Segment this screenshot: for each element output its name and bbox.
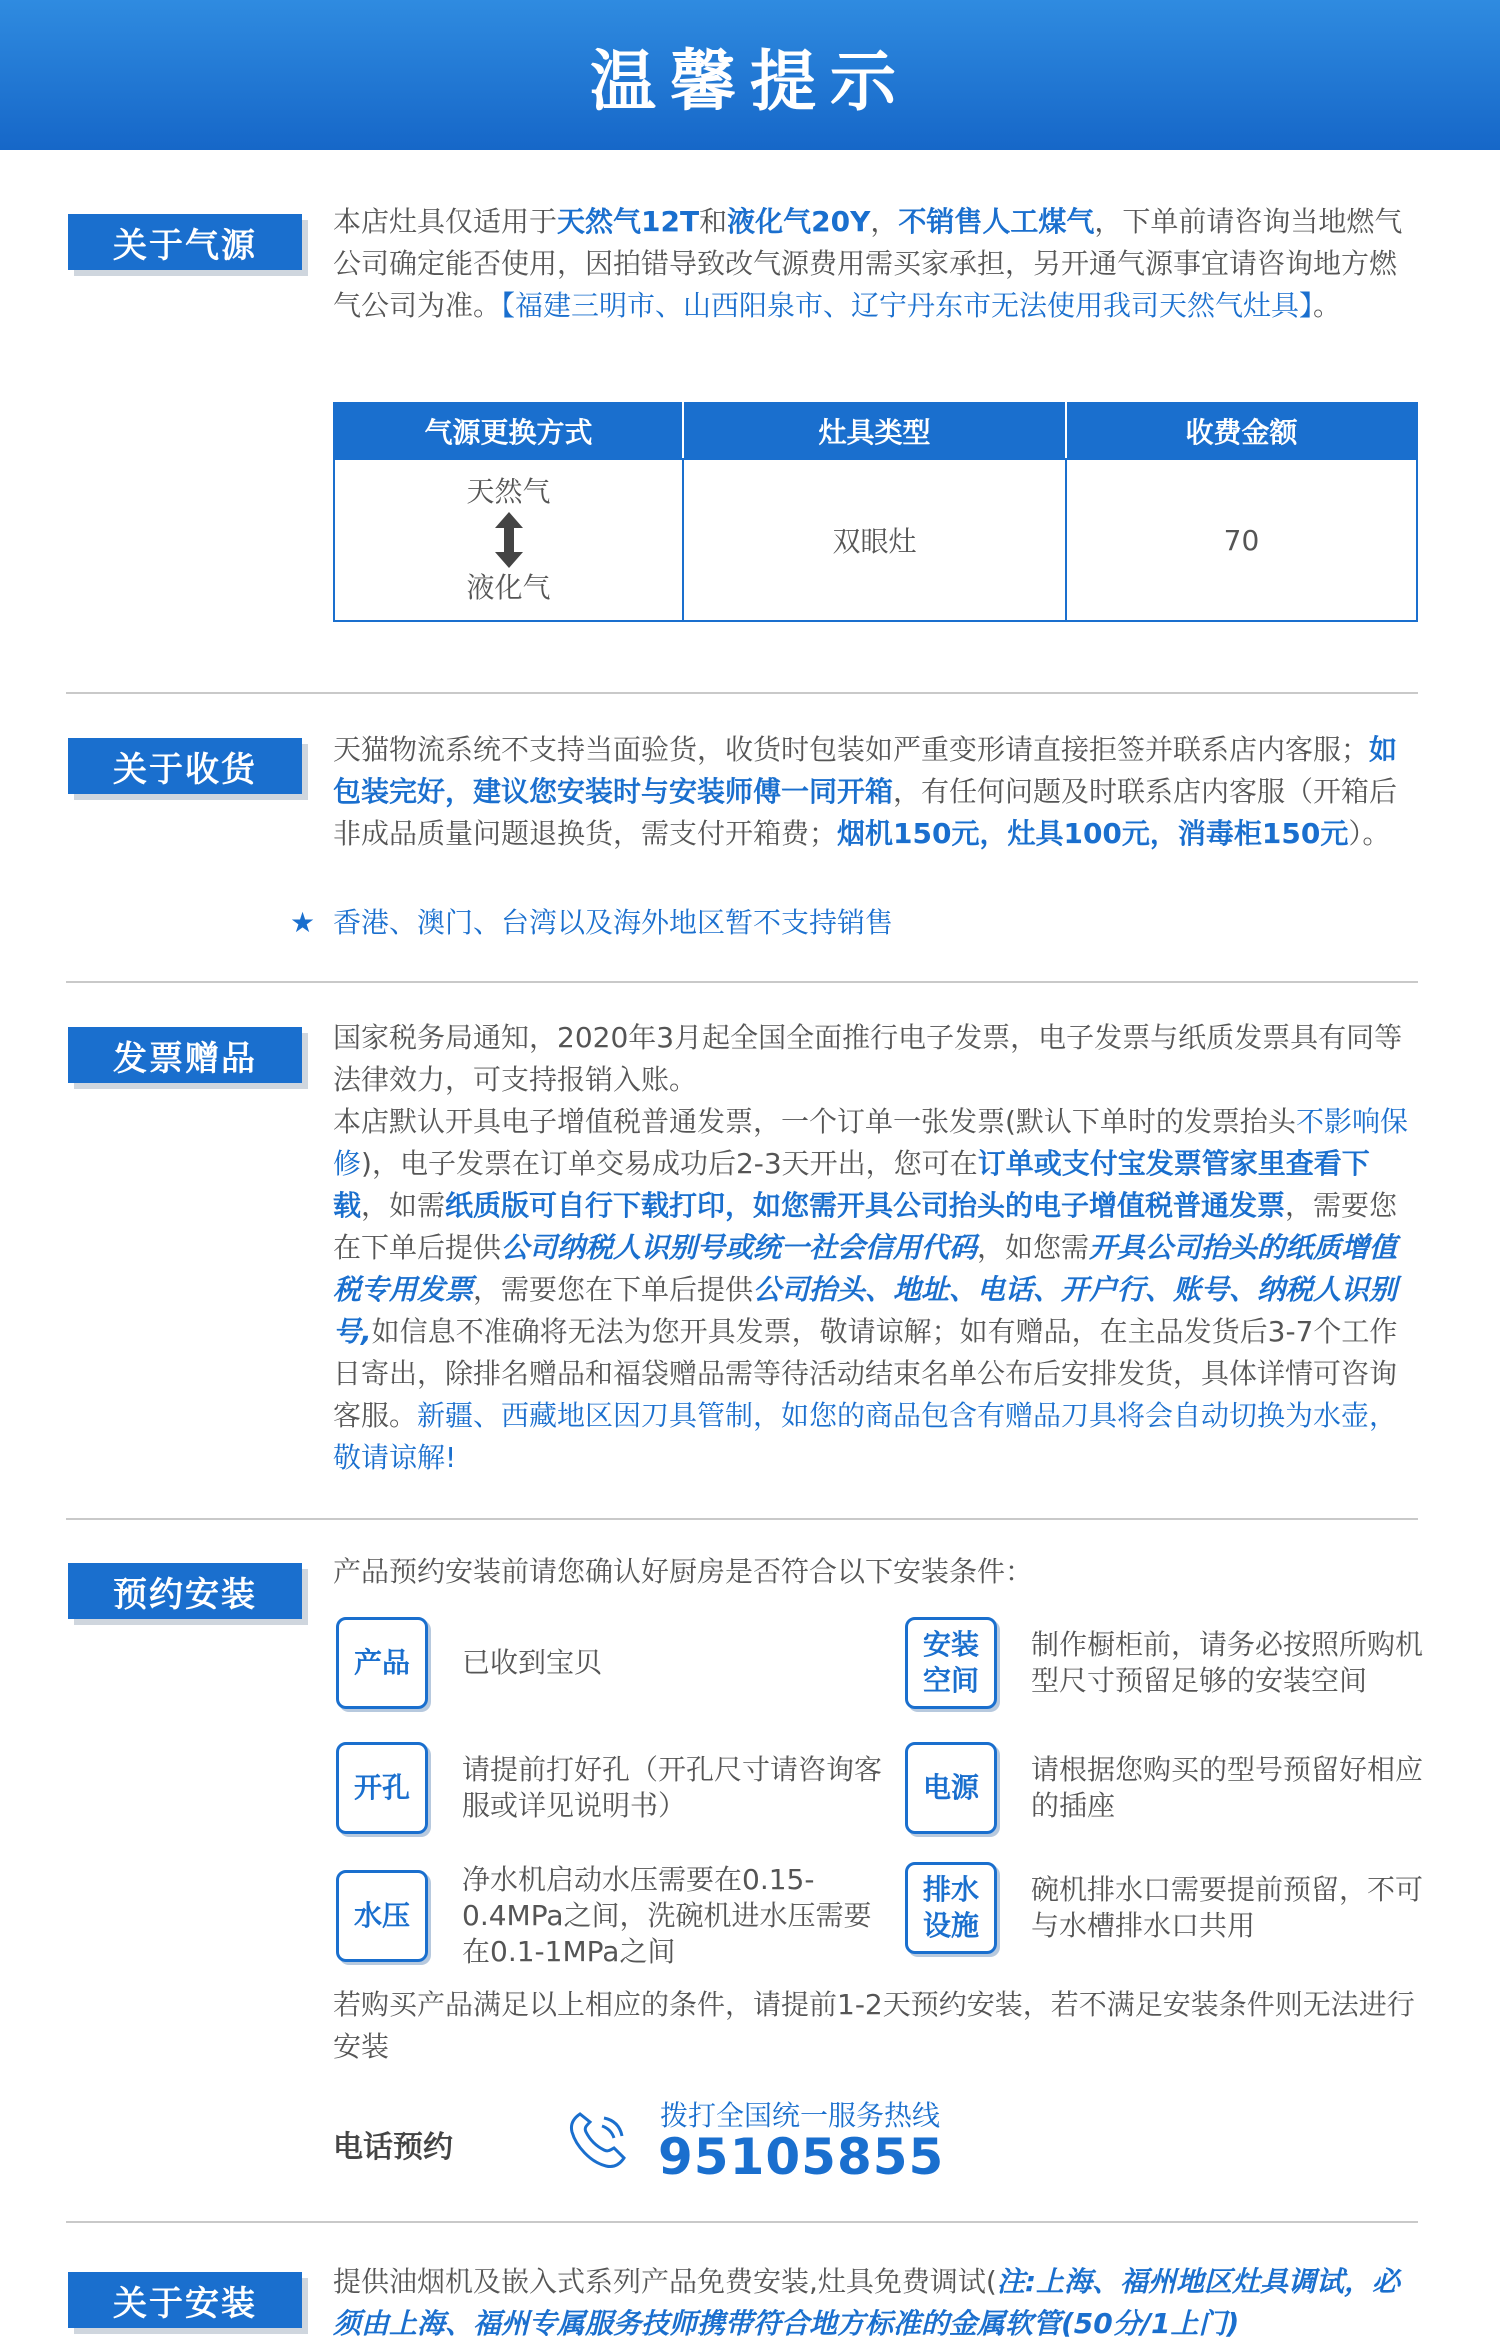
text-run: ，需要您在下单后提供 bbox=[333, 1189, 1398, 1264]
gas-type-natural: 天然气12T bbox=[557, 205, 700, 238]
table-cell-fee: 70 bbox=[1066, 459, 1417, 621]
condition-item bbox=[905, 1862, 1431, 1954]
table-header: 气源更换方式 bbox=[334, 403, 683, 459]
invoice-paragraph bbox=[333, 1017, 1418, 1479]
restricted-cities: 【福建三明市、山西阳泉市、辽宁丹东市无法使用我司天然气灶具】 bbox=[501, 289, 1314, 322]
section-tag-gas: 关于气源 bbox=[68, 214, 302, 270]
gas-change-fee-table bbox=[333, 402, 1418, 622]
table-header: 灶具类型 bbox=[683, 403, 1066, 459]
text-run: ）。 bbox=[1348, 817, 1391, 850]
condition-text: 请提前打好孔（开孔尺寸请咨询客服或详见说明书） bbox=[462, 1753, 883, 1822]
text-run: 提供油烟机及嵌入式系列产品免费安装,灶具免费调试( bbox=[333, 2265, 997, 2298]
condition-text: 已收到宝贝 bbox=[462, 1646, 603, 1679]
phone-icon bbox=[562, 2104, 634, 2176]
divider bbox=[66, 2221, 1418, 2223]
condition-item bbox=[336, 1862, 882, 1970]
table-cell-switch bbox=[334, 459, 683, 621]
divider bbox=[66, 692, 1418, 694]
switch-bottom-label: 液化气 bbox=[466, 571, 551, 604]
text-run: 。 bbox=[1313, 289, 1342, 322]
condition-item bbox=[336, 1617, 882, 1709]
table-cell-type: 双眼灶 bbox=[683, 459, 1066, 621]
condition-label: 开孔 bbox=[336, 1742, 428, 1834]
company-info-requirement: 公司抬头、地址、电话、开户行、账号、纳税人识别号, bbox=[333, 1273, 1398, 1348]
section-tag-install: 关于安装 bbox=[68, 2272, 302, 2328]
text-run: 天猫物流系统不支持当面验货，收货时包装如严重变形请直接拒签并联系店内客服； bbox=[333, 733, 1370, 766]
divider bbox=[66, 981, 1418, 983]
condition-label: 排水设施 bbox=[905, 1862, 997, 1954]
phone-booking-label: 电话预约 bbox=[333, 2130, 453, 2165]
hotline-label: 拨打全国统一服务热线 bbox=[660, 2099, 941, 2132]
condition-item bbox=[905, 1742, 1431, 1834]
text-run: ，如需 bbox=[361, 1189, 446, 1222]
delivery-paragraph bbox=[333, 729, 1418, 855]
open-box-advice: 如包装完好，建议您安装时与安装师傅一同开箱 bbox=[333, 733, 1398, 808]
text-run: ，需要您在下单后提供 bbox=[473, 1273, 754, 1306]
star-icon: ★ bbox=[290, 906, 316, 939]
no-coal-gas: 不销售人工煤气 bbox=[898, 205, 1095, 238]
paper-invoice-note: 纸质版可自行下载打印，如您需开具公司抬头的电子增值税普通发票 bbox=[445, 1189, 1286, 1222]
invoice-details bbox=[333, 1101, 1418, 1479]
section-tag-delivery: 关于收货 bbox=[68, 738, 302, 794]
section-tag-install-booking: 预约安装 bbox=[68, 1563, 302, 1619]
page-title: 温馨提示 bbox=[590, 42, 910, 120]
header-banner bbox=[0, 0, 1500, 150]
region-note bbox=[290, 902, 893, 944]
table-header-row bbox=[334, 403, 1417, 459]
open-box-fees: 烟机150元，灶具100元，消毒柜150元 bbox=[837, 817, 1349, 850]
install-paragraph bbox=[333, 2261, 1418, 2340]
condition-text: 碗机排水口需要提前预留，不可与水槽排水口共用 bbox=[1031, 1873, 1424, 1942]
text-run: ，如您需 bbox=[977, 1231, 1090, 1264]
text-run: 和 bbox=[699, 205, 728, 238]
switch-top-label: 天然气 bbox=[466, 475, 551, 508]
download-location: 订单或支付宝发票管家里查看下载 bbox=[333, 1147, 1370, 1222]
text-run: ， bbox=[870, 205, 899, 238]
condition-item bbox=[905, 1617, 1431, 1709]
gas-paragraph bbox=[333, 201, 1418, 327]
text-run: ，有任何问题及时联系店内客服（开箱后非成品质量问题退换货，需支付开箱费； bbox=[333, 775, 1398, 850]
up-down-arrow-icon bbox=[494, 512, 524, 568]
condition-item bbox=[336, 1742, 882, 1834]
knife-restriction-note: 新疆、西藏地区因刀具管制，如您的商品包含有赠品刀具将会自动切换为水壶，敬请谅解! bbox=[333, 1399, 1398, 1474]
condition-label: 安装空间 bbox=[905, 1617, 997, 1709]
gas-type-lpg: 液化气20Y bbox=[727, 205, 871, 238]
table-header: 收费金额 bbox=[1066, 403, 1417, 459]
text-run: 如信息不准确将无法为您开具发票，敬请谅解；如有赠品，在主品发货后3-7个工作日寄出，除排名赠品和福袋赠品需等待活动结束名单公布后安排发货，具体详情可咨询客服。 bbox=[333, 1315, 1398, 1432]
text-run: ，下单前请咨询当地燃气公司确定能否使用，因拍错导致改气源费用需买家承担，另开通气源事宜请咨询地方燃气公司为准。 bbox=[333, 205, 1403, 322]
hotline-number[interactable]: 95105855 bbox=[658, 2128, 945, 2186]
divider bbox=[66, 1518, 1418, 1520]
condition-label: 水压 bbox=[336, 1870, 428, 1962]
condition-text: 制作橱柜前，请务必按照所购机型尺寸预留足够的安装空间 bbox=[1031, 1628, 1424, 1697]
condition-label: 产品 bbox=[336, 1617, 428, 1709]
region-note-text: 香港、澳门、台湾以及海外地区暂不支持销售 bbox=[333, 906, 894, 939]
section-tag-invoice: 发票赠品 bbox=[68, 1027, 302, 1083]
tax-id-requirement: 公司纳税人识别号或统一社会信用代码 bbox=[501, 1231, 978, 1264]
text-run: )，电子发票在订单交易成功后2-3天开出，您可在 bbox=[361, 1147, 978, 1180]
install-outro: 若购买产品满足以上相应的条件，请提前1-2天预约安装，若不满足安装条件则无法进行安装 bbox=[333, 1988, 1415, 2063]
install-intro: 产品预约安装前请您确认好厨房是否符合以下安装条件： bbox=[333, 1555, 1034, 1588]
text-run: 国家税务局通知，2020年3月起全国全面推行电子发票，电子发票与纸质发票具有同等法律效力，可支持报销入账。 bbox=[333, 1021, 1403, 1096]
condition-text: 请根据您购买的型号预留好相应的插座 bbox=[1031, 1753, 1424, 1822]
text-run: 本店灶具仅适用于 bbox=[333, 205, 558, 238]
condition-label: 电源 bbox=[905, 1742, 997, 1834]
condition-text: 净水机启动水压需要在0.15-0.4MPa之间，洗碗机进水压需要在0.1-1MPa之间 bbox=[462, 1863, 872, 1968]
install-note: 注:上海、福州地区灶具调试，必须由上海、福州专属服务技师携带符合地方标准的金属软管(50分/1上门) bbox=[333, 2265, 1401, 2340]
text-run: 本店默认开具电子增值税普通发票，一个订单一张发票(默认下单时的发票抬头 bbox=[333, 1105, 1296, 1138]
vat-special-invoice: 开具公司抬头的纸质增值税专用发票 bbox=[333, 1231, 1398, 1306]
warranty-note: 不影响保修 bbox=[333, 1105, 1408, 1180]
table-row bbox=[334, 459, 1417, 621]
